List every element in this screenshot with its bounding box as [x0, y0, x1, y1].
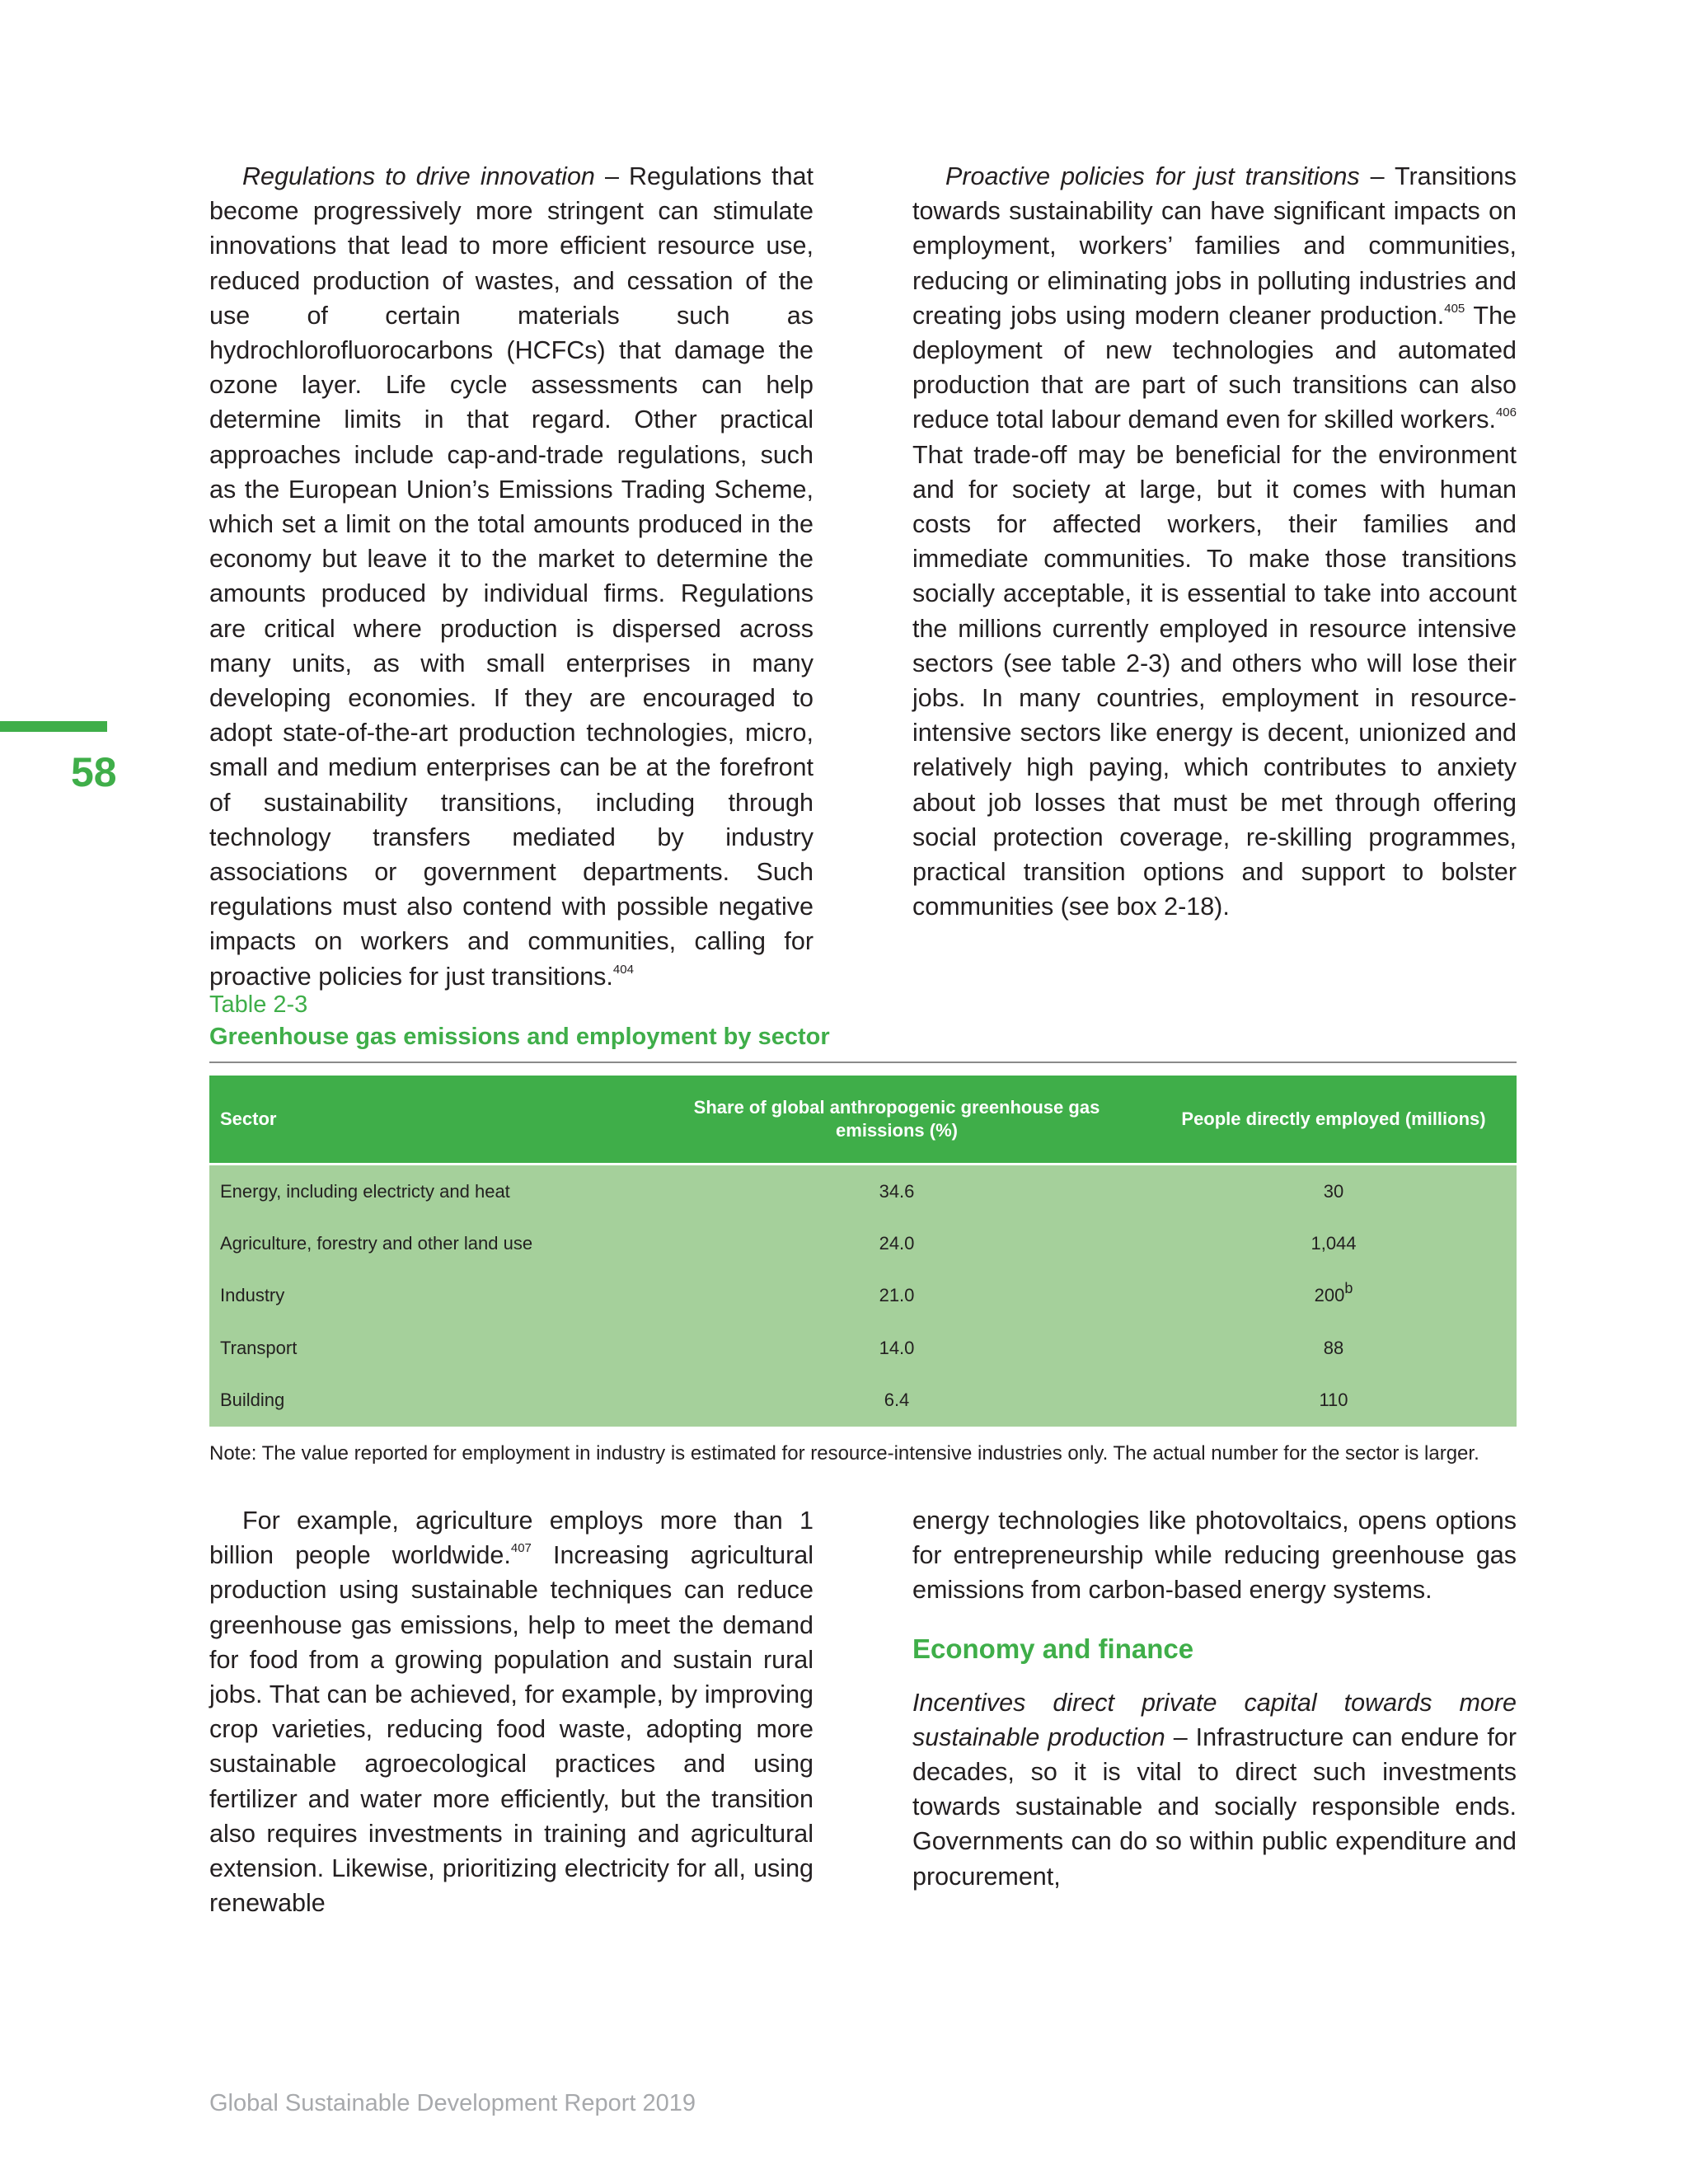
section-heading: Economy and finance: [912, 1633, 1194, 1664]
cell-sector: Industry: [209, 1270, 643, 1322]
table-row: [209, 1375, 1517, 1427]
table-row: [209, 1270, 1517, 1322]
employed-value: 30: [1323, 1180, 1344, 1202]
page-marker-bar: [0, 721, 107, 732]
column-header-employed: People directly employed (millions): [1151, 1076, 1517, 1165]
cell-employed: [1151, 1165, 1517, 1218]
column-right-bottom: [912, 1503, 1517, 1894]
column-header-sector: Sector: [209, 1076, 643, 1165]
cell-share: 24.0: [643, 1217, 1151, 1269]
emissions-employment-table: [209, 1076, 1517, 1427]
column-header-share: Share of global anthropogenic greenhouse gas emissions (%): [643, 1076, 1151, 1165]
table-row: [209, 1165, 1517, 1218]
paragraph-text: Increasing agricultural production using sustainable techniques can reduce greenhouse gas emissions, help to meet the demand for food from a growing population and sustain rural jobs. That can be achieved, for example, by improving crop varieties, reducing food waste, adopting more sustainable agroecological practices and using fertilizer and water more efficiently, but the transition also requires investments in training and agricultural extension. Likewise, prioritizing electricity for all, using renewable: [209, 1541, 814, 1918]
paragraph-text: For example, agriculture employs more than 1 billion people worldwide.: [209, 1507, 814, 1570]
employed-value: 1,044: [1311, 1233, 1357, 1254]
paragraph-lead-italic: Proactive policies for just transitions: [945, 162, 1360, 190]
employed-value: 200: [1314, 1285, 1345, 1306]
table-header-row: [209, 1076, 1517, 1165]
cell-share: 14.0: [643, 1322, 1151, 1374]
cell-sector: Energy, including electricty and heat: [209, 1165, 643, 1218]
table-divider: [209, 1062, 1517, 1063]
table-row: [209, 1322, 1517, 1374]
cell-employed: [1151, 1375, 1517, 1427]
paragraph-incentives: [912, 1685, 1517, 1894]
cell-share: 34.6: [643, 1165, 1151, 1218]
table-label: Table 2-3: [209, 991, 308, 1018]
paragraph-just-transitions: [912, 159, 1517, 924]
cell-employed: [1151, 1322, 1517, 1374]
page-number: 58: [71, 749, 117, 795]
cell-employed: [1151, 1217, 1517, 1269]
paragraph-regulations: [209, 159, 814, 994]
cell-sector: Building: [209, 1375, 643, 1427]
employed-value: 88: [1323, 1337, 1344, 1358]
column-right-top: [912, 159, 1517, 924]
cell-sector: Transport: [209, 1322, 643, 1374]
paragraph-agriculture: [209, 1503, 814, 1920]
footnote-marker: b: [1344, 1280, 1353, 1297]
table-note: Note: The value reported for employment in industry is estimated for resource-intensive industries only. The actual number for the sector is larger.: [209, 1442, 1479, 1465]
cell-employed: [1151, 1270, 1517, 1322]
cell-sector: Agriculture, forestry and other land use: [209, 1217, 643, 1269]
footnote-ref: 404: [612, 962, 634, 977]
column-left-bottom: [209, 1503, 814, 1920]
paragraph-text: – Transitions towards sustainability can have significant impacts on employment, workers’ families and communities, reducing or eliminating jobs in polluting industries and creating jobs using modern cleaner production.: [912, 162, 1517, 330]
employed-value: 110: [1319, 1390, 1348, 1411]
column-left-top: [209, 159, 814, 994]
paragraph-text: That trade-off may be beneficial for the environment and for society at large, but it comes with human costs for affected workers, their families and immediate communities. To make those transitions socially acceptable, it is essential to take into account the millions currently employed in resource intensive sectors (see table 2-3) and others who will lose their jobs. In many countries, employment in resource-intensive sectors like energy is decent, unionized and relatively high paying, which contributes to anxiety about job losses that must be met through offering social protection coverage, re-skilling programmes, practical transition options and support to bolster communities (see box 2-18).: [912, 440, 1517, 921]
table-row: [209, 1217, 1517, 1269]
paragraph-lead-italic: Regulations to drive innovation: [242, 162, 595, 190]
paragraph-energy-continued: energy technologies like photovoltaics, opens options for entrepreneurship while reducing greenhouse gas emissions from carbon-based energy systems.: [912, 1507, 1517, 1605]
cell-share: 6.4: [643, 1375, 1151, 1427]
paragraph-text: – Regulations that become progressively more stringent can stimulate innovations that lead to more efficient resource use, reduced production of wastes, and cessation of the use of certain materials such as hydrochlorofluorocarbons (HCFCs) that damage the ozone layer. Life cycle assessments can help determine limits in that regard. Other practical approaches include cap-and-trade regulations, such as the European Union’s Emissions Trading Scheme, which set a limit on the total amounts produced in the economy but leave it to the market to determine the amounts produced by individual firms. Regulations are critical where production is dispersed across many units, as with small enterprises in many developing economies. If they are encouraged to adopt state-of-the-art production technologies, micro, small and medium enterprises can be at the forefront of sustainability transitions, including through technology transfers mediated by industry associations or government departments. Such regulations must also contend with possible negative impacts on workers and communities, calling for proactive policies for just transitions.: [209, 162, 814, 991]
footnote-ref: 406: [1495, 405, 1517, 420]
paragraph-text: – Infrastructure can endure for decades, so it is vital to direct such investments towards sustainable and socially responsible ends. Governments can do so within public expenditure and procurement,: [912, 1722, 1517, 1891]
table-title: Greenhouse gas emissions and employment by sector: [209, 1024, 830, 1050]
cell-share: 21.0: [643, 1270, 1151, 1322]
report-footer: Global Sustainable Development Report 2019: [209, 2090, 696, 2116]
footnote-ref: 405: [1444, 301, 1465, 316]
paragraph-lead-italic: Incentives direct private capital towards more sustainable production: [912, 1688, 1517, 1751]
footnote-ref: 407: [510, 1541, 532, 1556]
paragraph-text: The deployment of new technologies and automated production that are part of such transitions can also reduce total labour demand even for skilled workers.: [912, 301, 1517, 434]
